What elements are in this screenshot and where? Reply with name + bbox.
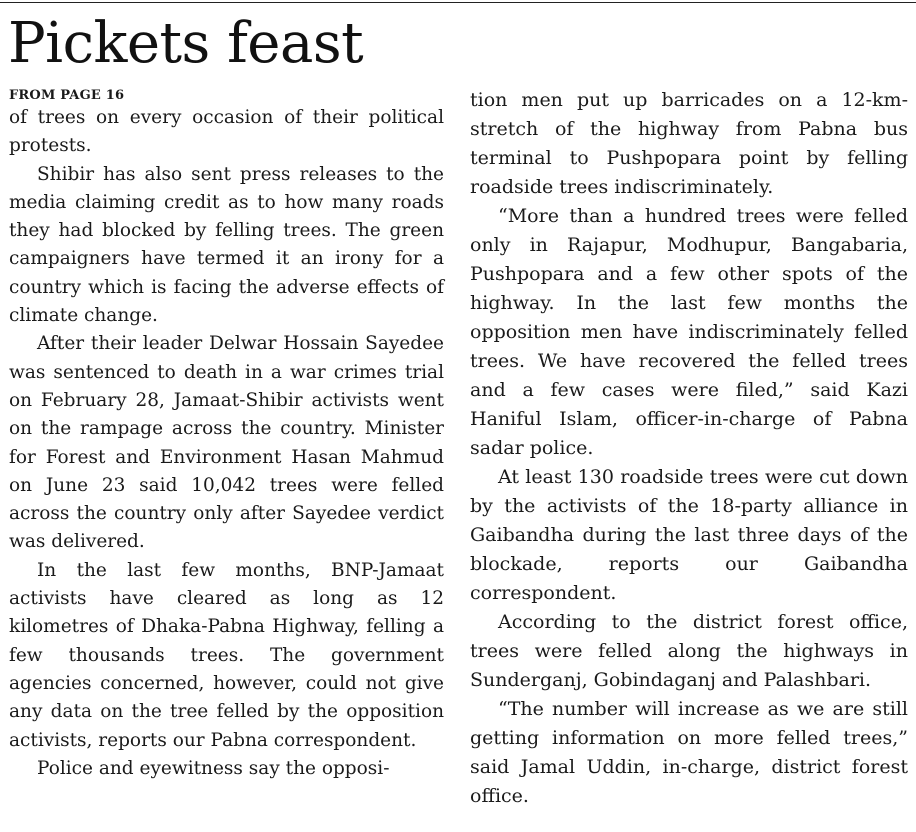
paragraph: Shibir has also sent press releases to the media claiming credit as to how many roads they had blocked by felling trees. The green campaigners have termed it an irony for a country which is facing the adverse effects of climate change.	[9, 163, 444, 327]
paragraph: “More than a hundred trees were felled only in Rajapur, Modhupur, Bangabaria, Pushpopara and a few other spots of the highway. In the last few months the opposition men have indiscriminately felled trees. We have recovered the felled trees and a few cases were filed,” said Kazi Haniful Islam, officer-in-charge of Pabna sadar police.	[470, 205, 908, 459]
paragraph: In the last few months, BNP-Jamaat activists have cleared as long as 12 kilometres of Dhaka-Pabna Highway, felling a few thousands trees. The government agencies concerned, however, could not give any data on the tree felled by the opposition activists, reports our Pabna correspondent.	[9, 559, 444, 751]
right-column	[470, 86, 908, 811]
paragraph: According to the district forest office, trees were felled along the highways in Sunderganj, Gobindaganj and Palashbari.	[470, 611, 908, 691]
paragraph: After their leader Delwar Hossain Sayedee was sentenced to death in a war crimes trial on February 28, Jamaat-Shibir activists went on the rampage across the country. Minister for Forest and Environment Hasan Mahmud on June 23 said 10,042 trees were felled across the country only after Sayedee verdict was delivered.	[9, 333, 444, 553]
paragraph: Police and eyewitness say the opposi-	[37, 757, 390, 779]
top-rule	[0, 2, 916, 3]
paragraph: At least 130 roadside trees were cut down by the activists of the 18-party alliance in Gaibandha during the last three days of the blockade, reports our Gaibandha correspondent.	[470, 466, 908, 604]
paragraph: tion men put up barricades on a 12-km-stretch of the highway from Pabna bus terminal to Pushpopara point by felling roadside trees indiscriminately.	[470, 89, 908, 198]
headline: Pickets feast	[8, 11, 364, 76]
paragraph: “The number will increase as we are still getting information on more felled trees,” said Jamal Uddin, in-charge, district forest office.	[470, 698, 908, 807]
left-column	[9, 104, 444, 783]
paragraph: of trees on every occasion of their political protests.	[9, 107, 444, 157]
dateline: FROM PAGE 16	[9, 88, 125, 103]
